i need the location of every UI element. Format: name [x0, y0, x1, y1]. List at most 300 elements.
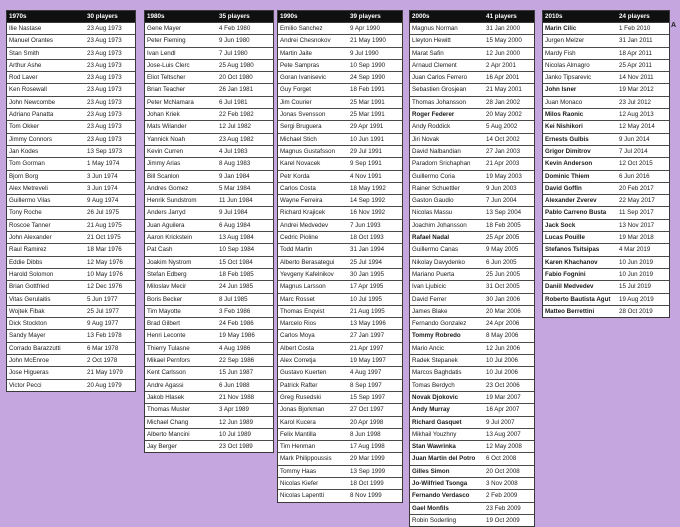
player-name: Yevgeny Kafelnikov — [280, 270, 334, 278]
player-name: Goran Ivanisevic — [280, 74, 327, 82]
player-row — [278, 23, 402, 35]
player-date: 12 May 1976 — [87, 258, 123, 266]
player-name: Magnus Gustafsson — [280, 147, 336, 155]
player-date: 22 Sep 1986 — [219, 357, 255, 365]
player-row — [278, 269, 402, 281]
player-date: 28 Oct 2019 — [619, 307, 653, 315]
player-date: 7 Jun 1993 — [350, 221, 381, 229]
player-name: Grigor Dimitrov — [545, 147, 591, 155]
player-date: 9 Jun 2014 — [619, 135, 650, 143]
player-name: Carlos Costa — [280, 184, 316, 192]
player-date: 15 Oct 1984 — [219, 258, 253, 266]
player-date: 25 Apr 2011 — [619, 61, 652, 69]
player-name: Jim Courier — [280, 98, 312, 106]
player-name: Mikhail Youzhny — [412, 430, 457, 438]
player-date: 17 Aug 1998 — [350, 443, 385, 451]
player-name: Greg Rusedski — [280, 393, 321, 401]
player-list — [278, 23, 402, 502]
player-row — [543, 109, 669, 121]
player-row — [145, 48, 273, 60]
player-row — [145, 380, 273, 392]
player-date: 13 Sep 1999 — [350, 467, 386, 475]
player-name: Magnus Larsson — [280, 283, 326, 291]
player-row — [410, 35, 534, 47]
player-name: Jo-Wilfried Tsonga — [412, 479, 468, 487]
player-row — [278, 466, 402, 478]
player-row — [410, 453, 534, 465]
decade-header — [278, 11, 402, 23]
player-row — [145, 429, 273, 441]
player-date: 21 Aug 1995 — [350, 307, 385, 315]
decade-label: 2000s — [412, 13, 430, 20]
player-row — [278, 380, 402, 392]
player-name: Bill Scanlon — [147, 172, 180, 180]
player-name: Joachim Johansson — [412, 221, 467, 229]
player-row — [410, 171, 534, 183]
player-name: Pat Cash — [147, 246, 173, 254]
player-row — [278, 404, 402, 416]
player-name: Thomas Johansson — [412, 98, 466, 106]
player-row — [145, 244, 273, 256]
player-date: 8 Jul 1985 — [219, 295, 248, 303]
player-date: 19 Mar 2007 — [486, 393, 521, 401]
player-row — [145, 232, 273, 244]
player-date: 9 Jul 2007 — [486, 418, 515, 426]
player-count: 24 players — [619, 13, 650, 20]
player-row — [145, 72, 273, 84]
player-date: 21 Oct 1975 — [87, 234, 121, 242]
player-row — [7, 171, 135, 183]
player-row — [410, 404, 534, 416]
player-name: Kei Nishikori — [545, 123, 583, 131]
player-date: 6 Jun 1988 — [219, 381, 250, 389]
player-date: 13 Feb 1978 — [87, 332, 122, 340]
player-name: Alberto Berasategui — [280, 258, 335, 266]
player-row — [145, 417, 273, 429]
player-date: 7 Jul 2014 — [619, 147, 648, 155]
player-date: 6 Aug 1984 — [219, 221, 251, 229]
player-date: 23 Oct 1989 — [219, 443, 253, 451]
decade-label: 1970s — [9, 13, 27, 20]
player-row — [543, 281, 669, 293]
player-date: 2 Oct 1978 — [87, 357, 118, 365]
player-name: Jay Berger — [147, 443, 177, 451]
player-row — [145, 109, 273, 121]
player-name: Patrick Rafter — [280, 381, 318, 389]
player-date: 24 Feb 1986 — [219, 320, 254, 328]
player-date: 23 Jul 2012 — [619, 98, 651, 106]
player-name: Boris Becker — [147, 295, 183, 303]
player-date: 25 Apr 2005 — [486, 234, 520, 242]
player-date: 9 Sep 1991 — [350, 160, 382, 168]
player-name: Roscoe Tanner — [9, 221, 51, 229]
player-date: 14 Sep 1992 — [350, 197, 386, 205]
player-name: Juan Martin del Potro — [412, 455, 476, 463]
player-row — [7, 220, 135, 232]
player-date: 21 May 1990 — [350, 37, 386, 45]
player-row — [543, 48, 669, 60]
player-name: Corrado Barazzutti — [9, 344, 61, 352]
player-row — [145, 121, 273, 133]
player-name: Paradorn Srichaphan — [412, 160, 471, 168]
player-date: 12 Dec 1976 — [87, 283, 123, 291]
player-date: 19 Oct 2009 — [486, 516, 520, 524]
player-name: Marin Cilic — [545, 25, 577, 32]
player-row — [543, 183, 669, 195]
player-name: Robin Soderling — [412, 516, 457, 524]
player-name: Dick Stockton — [9, 320, 47, 328]
player-date: 10 Jul 2006 — [486, 369, 518, 377]
player-name: Wayne Ferreira — [280, 197, 323, 205]
player-name: Thomas Enqvist — [280, 307, 325, 315]
player-row — [278, 244, 402, 256]
player-name: Janko Tipsarevic — [545, 74, 592, 82]
player-name: Jack Sock — [545, 221, 576, 229]
player-name: Raul Ramirez — [9, 246, 47, 254]
player-name: Bjorn Borg — [9, 172, 39, 180]
player-date: 10 May 1976 — [87, 270, 123, 278]
player-row — [543, 294, 669, 306]
player-row — [278, 343, 402, 355]
player-row — [145, 294, 273, 306]
player-name: Carlos Moya — [280, 332, 315, 340]
player-name: David Ferrer — [412, 295, 447, 303]
player-name: Daniil Medvedev — [545, 283, 594, 291]
player-row — [543, 97, 669, 109]
player-name: Mario Ancic — [412, 344, 444, 352]
player-name: Andrei Chesnokov — [280, 37, 331, 45]
player-date: 16 Apr 2001 — [486, 74, 520, 82]
player-date: 6 Oct 2008 — [486, 455, 517, 463]
player-date: 20 Oct 1980 — [219, 74, 253, 82]
player-row — [145, 330, 273, 342]
player-name: Juan Monaco — [545, 98, 583, 106]
player-row — [7, 195, 135, 207]
player-date: 4 Aug 1986 — [219, 344, 251, 352]
player-row — [7, 269, 135, 281]
player-row — [278, 195, 402, 207]
player-name: Jan Kodes — [9, 147, 39, 155]
player-name: Karel Novacek — [280, 160, 321, 168]
player-row — [145, 318, 273, 330]
player-date: 23 Aug 1973 — [87, 123, 122, 131]
player-row — [278, 429, 402, 441]
player-date: 5 Aug 2002 — [486, 123, 518, 131]
player-name: Anders Jarryd — [147, 209, 186, 217]
decade-label: 1980s — [147, 13, 165, 20]
player-date: 27 Jan 2003 — [486, 147, 521, 155]
player-row — [543, 121, 669, 133]
player-date: 31 Jan 2000 — [486, 25, 521, 32]
player-name: Mariano Puerta — [412, 270, 455, 278]
player-row — [543, 35, 669, 47]
player-name: Arthur Ashe — [9, 61, 42, 69]
player-date: 25 Mar 1991 — [350, 111, 385, 119]
player-date: 21 May 1979 — [87, 369, 123, 377]
player-name: Vitas Gerulaitis — [9, 295, 51, 303]
player-row — [278, 60, 402, 72]
player-row — [410, 158, 534, 170]
player-row — [145, 134, 273, 146]
player-row — [410, 109, 534, 121]
player-date: 10 Jun 2019 — [619, 270, 654, 278]
player-row — [145, 146, 273, 158]
player-date: 3 Jun 1974 — [87, 172, 118, 180]
player-date: 4 Jul 1983 — [219, 147, 248, 155]
player-row — [7, 257, 135, 269]
player-row — [543, 72, 669, 84]
decade-header — [543, 11, 669, 23]
player-row — [7, 281, 135, 293]
player-date: 10 Sep 1990 — [350, 61, 386, 69]
player-name: John Isner — [545, 86, 577, 94]
player-date: 23 Aug 1973 — [87, 74, 122, 82]
player-name: Kevin Curren — [147, 147, 184, 155]
player-row — [543, 195, 669, 207]
player-date: 20 Apr 1998 — [350, 418, 384, 426]
player-name: Miloslav Mecir — [147, 283, 187, 291]
player-date: 18 Feb 1985 — [219, 270, 254, 278]
player-row — [278, 97, 402, 109]
player-date: 14 Oct 2002 — [486, 135, 520, 143]
player-row — [410, 121, 534, 133]
player-row — [145, 220, 273, 232]
player-date: 1 May 1974 — [87, 160, 120, 168]
player-name: James Blake — [412, 307, 448, 315]
player-date: 5 Mar 1984 — [219, 184, 251, 192]
player-date: 9 Jun 1980 — [219, 37, 250, 45]
player-row — [278, 330, 402, 342]
player-list — [7, 23, 135, 391]
player-date: 8 May 2006 — [486, 332, 519, 340]
player-date: 13 May 1996 — [350, 320, 386, 328]
player-date: 3 Apr 1989 — [219, 406, 249, 414]
player-row — [145, 158, 273, 170]
decade-label: 1990s — [280, 13, 298, 20]
player-date: 20 Mar 2006 — [486, 307, 521, 315]
player-name: Michael Chang — [147, 418, 189, 426]
player-row — [543, 232, 669, 244]
player-name: Ivan Ljubicic — [412, 283, 447, 291]
player-date: 25 Jul 1977 — [87, 307, 119, 315]
player-name: Arnaud Clement — [412, 61, 457, 69]
player-date: 23 Feb 2009 — [486, 504, 521, 512]
player-date: 22 May 2017 — [619, 197, 655, 205]
player-name: Petr Korda — [280, 172, 310, 180]
player-row — [278, 146, 402, 158]
player-date: 25 Jul 1994 — [350, 258, 382, 266]
player-date: 18 Mar 1976 — [87, 246, 122, 254]
player-name: Johan Kriek — [147, 111, 180, 119]
player-count: 39 players — [350, 13, 381, 20]
player-date: 21 Nov 1988 — [219, 393, 255, 401]
player-name: Jonas Bjorkman — [280, 406, 325, 414]
player-name: Mardy Fish — [545, 49, 576, 57]
player-name: Tommy Haas — [280, 467, 317, 475]
player-name: Todd Martin — [280, 246, 313, 254]
player-date: 23 Aug 1973 — [87, 111, 122, 119]
player-row — [410, 72, 534, 84]
player-row — [278, 232, 402, 244]
player-date: 31 Jan 2011 — [619, 37, 653, 45]
player-name: Henrik Sundstrom — [147, 197, 197, 205]
player-name: Jose Higueras — [9, 369, 49, 377]
player-date: 21 Aug 1975 — [87, 221, 122, 229]
player-name: Nicolas Lapentti — [280, 492, 325, 500]
player-name: Tom Gorman — [9, 160, 45, 168]
edge-text: A — [671, 22, 677, 29]
player-name: Andre Agassi — [147, 381, 184, 389]
player-row — [7, 306, 135, 318]
player-name: Alberto Mancini — [147, 430, 190, 438]
player-name: Nicolas Kiefer — [280, 479, 319, 487]
player-date: 13 Aug 1984 — [219, 234, 254, 242]
player-name: Marat Safin — [412, 49, 444, 57]
player-name: Jurgen Melzer — [545, 37, 585, 45]
player-date: 23 Aug 1973 — [87, 86, 122, 94]
player-date: 28 Jan 2002 — [486, 98, 521, 106]
player-name: Lucas Pouille — [545, 234, 585, 242]
player-date: 25 Jun 2005 — [486, 270, 521, 278]
player-date: 22 Feb 1982 — [219, 111, 254, 119]
player-name: Cedric Pioline — [280, 234, 319, 242]
player-row — [410, 269, 534, 281]
player-name: Fernando Gonzalez — [412, 320, 467, 328]
player-row — [410, 478, 534, 490]
player-row — [543, 244, 669, 256]
player-row — [410, 503, 534, 515]
player-name: Jonas Svensson — [280, 111, 326, 119]
player-date: 19 Aug 2019 — [619, 295, 654, 303]
player-name: Mats Wilander — [147, 123, 187, 131]
player-count: 41 players — [486, 13, 517, 20]
player-date: 9 Aug 1974 — [87, 197, 119, 205]
player-row — [410, 294, 534, 306]
player-row — [145, 183, 273, 195]
player-name: Rod Laver — [9, 74, 38, 82]
player-date: 31 Jan 1994 — [350, 246, 385, 254]
player-date: 18 Apr 2011 — [619, 49, 652, 57]
player-row — [7, 232, 135, 244]
player-row — [145, 281, 273, 293]
player-row — [145, 35, 273, 47]
player-date: 16 Nov 1992 — [350, 209, 386, 217]
player-row — [145, 392, 273, 404]
player-date: 30 Jan 1995 — [350, 270, 385, 278]
player-date: 15 Sep 1997 — [350, 393, 386, 401]
player-name: Roger Federer — [412, 111, 455, 119]
player-name: Karol Kucera — [280, 418, 316, 426]
player-row — [7, 146, 135, 158]
player-date: 25 Mar 1991 — [350, 98, 385, 106]
player-date: 4 Feb 1980 — [219, 25, 251, 32]
player-name: Martin Jaite — [280, 49, 312, 57]
player-date: 19 May 1997 — [350, 357, 386, 365]
player-name: Juan Carlos Ferrero — [412, 74, 468, 82]
decade-table-1970s — [6, 10, 136, 392]
player-date: 1 Feb 2010 — [619, 25, 651, 32]
player-row — [278, 158, 402, 170]
player-row — [410, 257, 534, 269]
player-date: 9 Jun 2003 — [486, 184, 517, 192]
player-name: John Newcombe — [9, 98, 56, 106]
player-name: Andres Gomez — [147, 184, 189, 192]
player-name: Gustavo Kuerten — [280, 369, 327, 377]
player-name: Nicolas Massu — [412, 209, 453, 217]
decade-table-2010s — [542, 10, 670, 318]
player-name: Brian Gottfried — [9, 283, 49, 291]
player-date: 10 Jun 1991 — [350, 135, 385, 143]
player-date: 9 Apr 1990 — [350, 25, 380, 32]
player-date: 23 Aug 1973 — [87, 37, 122, 45]
player-name: Pablo Carreno Busta — [545, 209, 607, 217]
player-name: Richard Gasquet — [412, 418, 462, 426]
player-name: Adriano Panatta — [9, 111, 54, 119]
player-row — [543, 220, 669, 232]
player-name: Ernests Gulbis — [545, 135, 589, 143]
player-name: Fabio Fognini — [545, 270, 586, 278]
player-date: 23 Aug 1973 — [87, 25, 122, 32]
player-name: Tony Roche — [9, 209, 42, 217]
player-name: Sandy Mayer — [9, 332, 46, 340]
player-row — [410, 220, 534, 232]
player-row — [278, 281, 402, 293]
player-date: 24 Sep 1990 — [350, 74, 386, 82]
player-date: 10 Sep 1984 — [219, 246, 255, 254]
player-row — [7, 183, 135, 195]
player-row — [543, 84, 669, 96]
player-date: 18 May 1992 — [350, 184, 386, 192]
player-row — [7, 97, 135, 109]
player-date: 10 Jun 2019 — [619, 258, 654, 266]
player-name: Nicolas Almagro — [545, 61, 590, 69]
player-date: 26 Jul 1975 — [87, 209, 119, 217]
player-row — [410, 60, 534, 72]
player-row — [278, 355, 402, 367]
player-date: 23 Aug 1982 — [219, 135, 254, 143]
player-row — [410, 330, 534, 342]
decade-table-1990s — [277, 10, 403, 503]
player-date: 4 Nov 1991 — [350, 172, 382, 180]
player-date: 18 Oct 1993 — [350, 234, 384, 242]
player-date: 11 Sep 2017 — [619, 209, 654, 217]
decade-table-2000s — [409, 10, 535, 527]
player-row — [543, 257, 669, 269]
player-date: 4 Mar 2019 — [619, 246, 651, 254]
player-name: Mikael Pernfors — [147, 357, 190, 365]
player-row — [543, 269, 669, 281]
player-row — [145, 343, 273, 355]
player-name: Peter McNamara — [147, 98, 194, 106]
player-date: 12 Aug 2013 — [619, 111, 654, 119]
player-row — [278, 306, 402, 318]
player-name: Fernando Verdasco — [412, 492, 470, 500]
player-date: 23 Aug 1973 — [87, 98, 122, 106]
player-row — [278, 48, 402, 60]
player-name: Eliot Teltscher — [147, 74, 186, 82]
player-list — [543, 23, 669, 317]
player-row — [145, 269, 273, 281]
player-date: 13 Aug 2007 — [486, 430, 521, 438]
player-row — [278, 35, 402, 47]
player-row — [410, 134, 534, 146]
player-name: Yannick Noah — [147, 135, 186, 143]
player-date: 15 Jul 2019 — [619, 283, 651, 291]
player-row — [7, 60, 135, 72]
player-date: 27 Jan 1997 — [350, 332, 385, 340]
player-row — [278, 72, 402, 84]
player-row — [7, 121, 135, 133]
